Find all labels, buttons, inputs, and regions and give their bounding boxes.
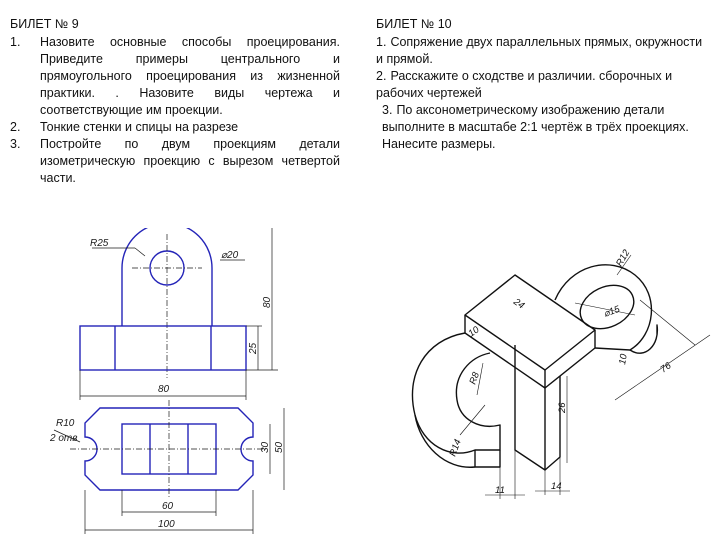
ticket-9 bbox=[10, 16, 340, 187]
dim-10b: 10 bbox=[617, 353, 630, 366]
ticket-10-item-2-number: 2. bbox=[376, 69, 387, 83]
ticket-10-item-2-text: Расскажите о сходстве и различии. сборочных и рабочих чертежей bbox=[376, 69, 673, 100]
front-view bbox=[80, 228, 278, 400]
dim-h25: 25 bbox=[248, 342, 259, 354]
ticket-10-item-1-number: 1. bbox=[376, 35, 387, 49]
dim-26: 26 bbox=[557, 402, 568, 413]
ticket-9-item-2-text: Тонкие стенки и спицы на разрезе bbox=[40, 120, 239, 134]
dim-14: 14 bbox=[551, 481, 562, 492]
ticket-9-item-2 bbox=[10, 119, 340, 136]
dim-r12: R12 bbox=[614, 247, 633, 269]
ticket-9-item-3-text: Постройте по двум проекциям детали изометрическую проекцию с вырезом четвертой части. bbox=[40, 137, 340, 185]
dim-w100: 100 bbox=[158, 519, 175, 530]
ticket-9-drawing bbox=[40, 228, 340, 538]
dim-10a: 10 bbox=[466, 324, 482, 340]
dim-r10: R10 bbox=[56, 418, 75, 429]
ticket-9-item-1-text: Назовите основные способы проецирования. Приведите примеры центрального и прямоугольного проецирования из жизненной практики. . Назовите виды чертежа и соответствующие им проекции. bbox=[40, 35, 340, 117]
ticket-10-item-1-text: Сопряжение двух параллельных прямых, окружности и прямой. bbox=[376, 35, 703, 66]
ticket-10-item-3 bbox=[376, 102, 706, 153]
ticket-10-item-3-number: 3. bbox=[382, 103, 393, 117]
dim-r8: R8 bbox=[467, 370, 482, 387]
ticket-10-item-2 bbox=[376, 68, 706, 102]
dim-h80: 80 bbox=[262, 296, 273, 308]
ticket-9-item-3-number: 3. bbox=[10, 137, 21, 151]
ticket-9-title: БИЛЕТ № 9 bbox=[10, 17, 79, 31]
dim-76: 76 bbox=[658, 360, 674, 376]
dim-h50: 50 bbox=[274, 441, 285, 453]
ticket-9-item-2-number: 2. bbox=[10, 120, 21, 134]
ticket-10-item-3-text: По аксонометрическому изображению детали выполните в масштабе 2:1 чертёж в трёх проекциях. Нанесите размеры. bbox=[382, 103, 689, 151]
ticket-9-item-1 bbox=[10, 34, 340, 119]
dim-d20: ⌀20 bbox=[221, 250, 239, 261]
dim-holes: 2 отв bbox=[50, 433, 78, 444]
dim-w60: 60 bbox=[162, 501, 174, 512]
isometric-view bbox=[412, 247, 710, 499]
dim-r25: R25 bbox=[90, 238, 109, 249]
dim-r14: R14 bbox=[447, 437, 464, 459]
ticket-10-title: БИЛЕТ № 10 bbox=[376, 17, 452, 31]
ticket-10 bbox=[376, 16, 706, 153]
dim-w80: 80 bbox=[158, 384, 170, 395]
dim-11: 11 bbox=[495, 485, 505, 496]
dim-h30: 30 bbox=[260, 441, 271, 453]
ticket-9-item-3 bbox=[10, 136, 340, 187]
ticket-10-drawing bbox=[395, 245, 720, 535]
ticket-10-item-1 bbox=[376, 34, 706, 68]
ticket-9-item-1-number: 1. bbox=[10, 35, 21, 49]
dim-24: 24 bbox=[511, 296, 527, 312]
dim-d15: ⌀15 bbox=[602, 303, 622, 320]
top-view bbox=[49, 400, 285, 534]
